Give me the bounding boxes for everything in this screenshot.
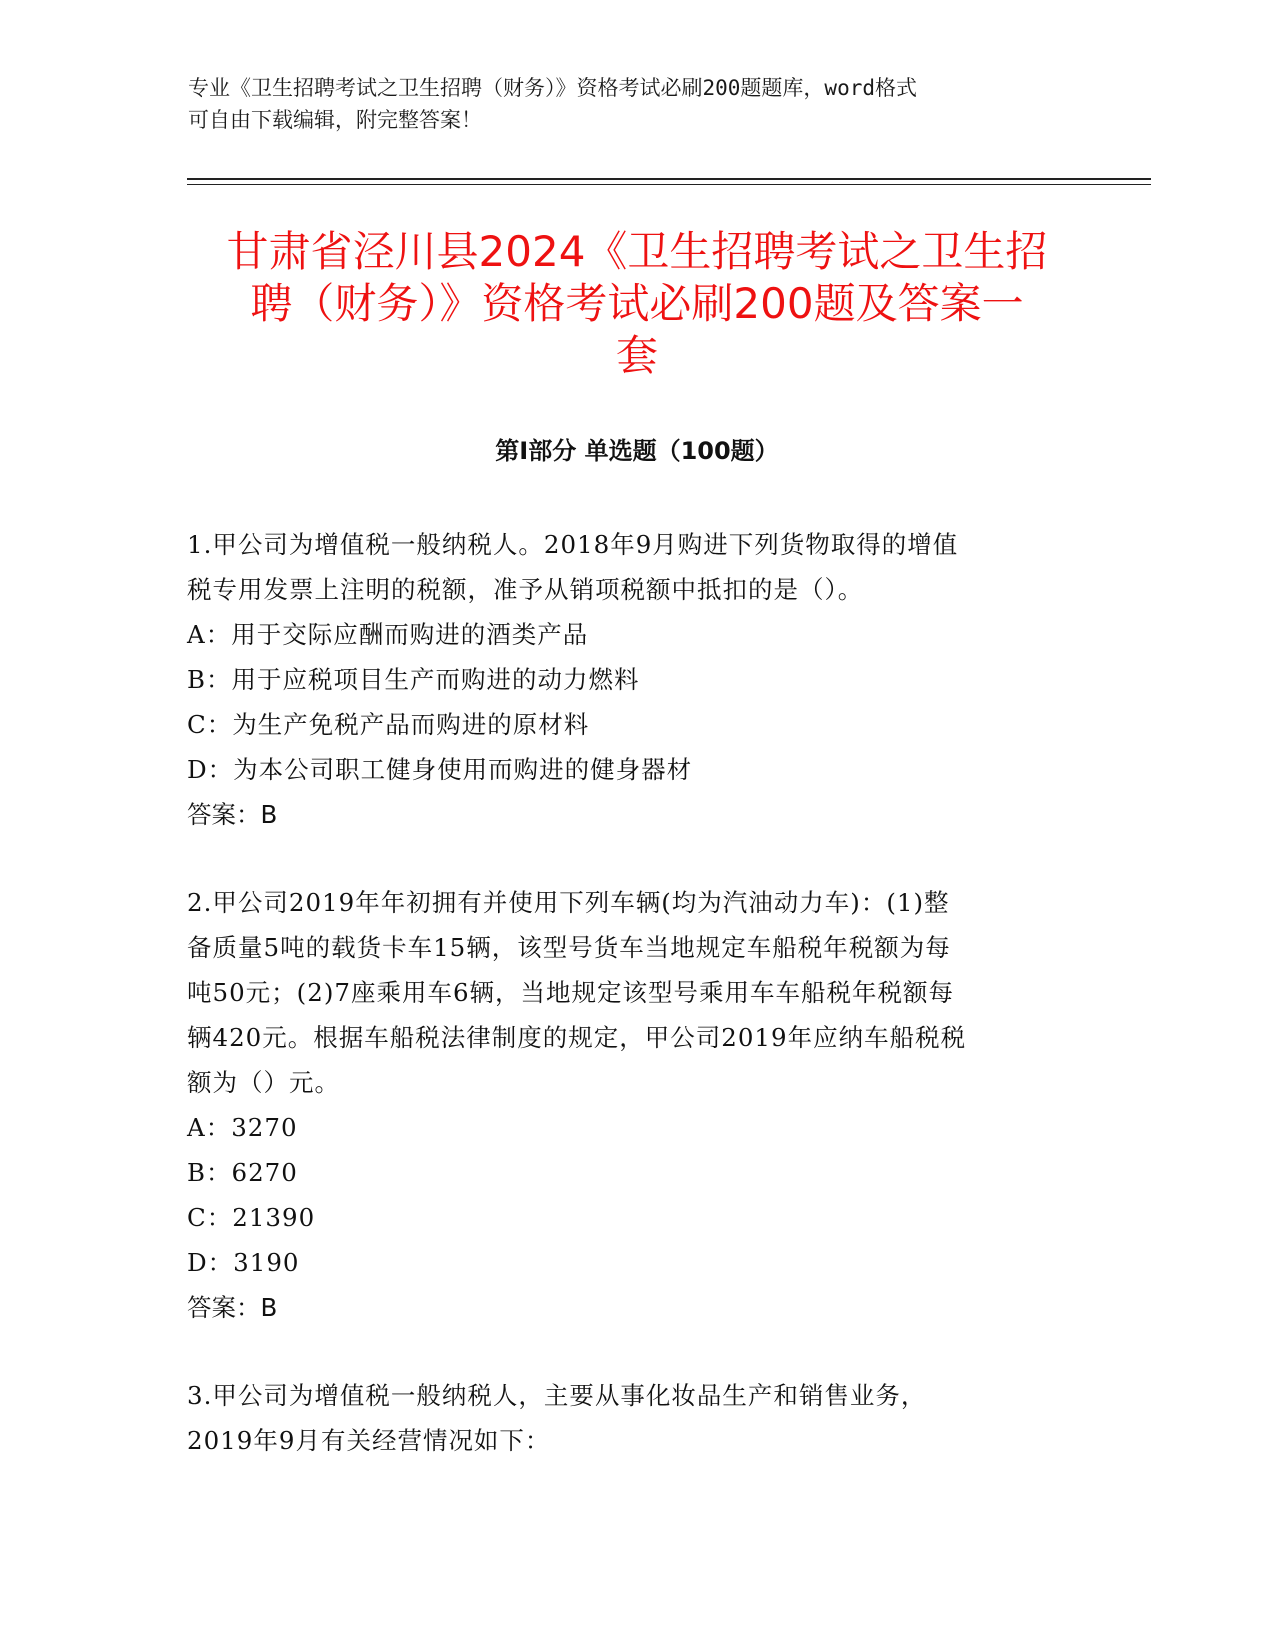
question-stem-line: 1.甲公司为增值税一般纳税人。2018年9月购进下列货物取得的增值 xyxy=(187,530,959,559)
question-stem-line: 税专用发票上注明的税额，准予从销项税额中抵扣的是（）。 xyxy=(187,575,864,604)
option-a: A：用于交际应酬而购进的酒类产品 xyxy=(187,620,589,649)
document-title xyxy=(187,226,1087,382)
header-note-line: 可自由下载编辑，附完整答案！ xyxy=(188,108,482,132)
document-title-line: 套 xyxy=(615,331,658,380)
option-c: C：21390 xyxy=(187,1203,316,1232)
document-title-line: 甘肃省泾川县2024《卫生招聘考试之卫生招 xyxy=(226,227,1048,276)
question-1 xyxy=(187,522,1087,837)
question-stem-line: 2019年9月有关经营情况如下： xyxy=(187,1426,551,1455)
answer: 答案：B xyxy=(187,1293,278,1322)
answer: 答案：B xyxy=(187,800,278,829)
header-divider-thick xyxy=(187,178,1151,180)
question-2 xyxy=(187,880,1087,1330)
question-3 xyxy=(187,1373,1087,1463)
option-d: D：为本公司职工健身使用而购进的健身器材 xyxy=(187,755,693,784)
question-stem-line: 吨50元；(2)7座乘用车6辆，当地规定该型号乘用车车船税年税额每 xyxy=(187,978,955,1007)
question-stem-line: 2.甲公司2019年年初拥有并使用下列车辆(均为汽油动力车)：(1)整 xyxy=(187,888,950,917)
question-stem-line: 额为（）元。 xyxy=(187,1068,340,1097)
header-divider-thin xyxy=(187,184,1151,185)
question-stem-line: 辆420元。根据车船税法律制度的规定，甲公司2019年应纳车船税税 xyxy=(187,1023,967,1052)
question-stem-line: 备质量5吨的载货卡车15辆，该型号货车当地规定车船税年税额为每 xyxy=(187,933,951,962)
question-list xyxy=(187,522,1087,1506)
option-a: A：3270 xyxy=(187,1113,298,1142)
question-stem-line: 3.甲公司为增值税一般纳税人，主要从事化妆品生产和销售业务， xyxy=(187,1381,927,1410)
option-c: C：为生产免税产品而购进的原材料 xyxy=(187,710,590,739)
option-d: D：3190 xyxy=(187,1248,300,1277)
header-note xyxy=(188,72,1068,136)
document-title-line: 聘（财务）》资格考试必刷200题及答案一 xyxy=(250,279,1024,328)
option-b: B：6270 xyxy=(187,1158,298,1187)
section-title: 第I部分 单选题（100题） xyxy=(495,437,779,465)
option-b: B：用于应税项目生产而购进的动力燃料 xyxy=(187,665,640,694)
header-note-line: 专业《卫生招聘考试之卫生招聘（财务）》资格考试必刷200题题库，word格式 xyxy=(188,76,917,100)
